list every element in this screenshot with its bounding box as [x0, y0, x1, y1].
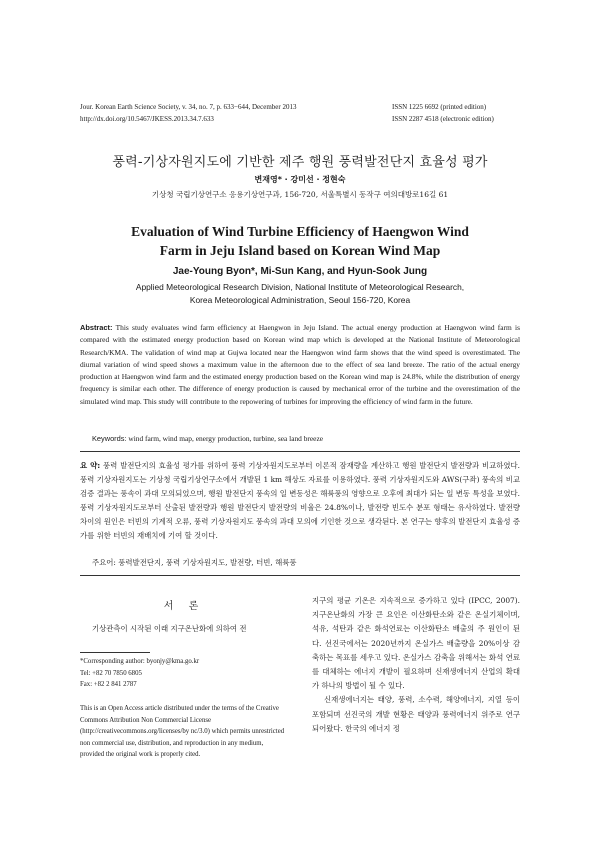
english-title-line: Farm in Jeju Island based on Korean Wind Map: [159, 243, 441, 258]
right-column: [312, 594, 520, 736]
footnote: [80, 656, 290, 691]
body-paragraph: 신재생에너지는 태양, 풍력, 소수력, 해양에너지, 지열 등이 포함되며 선진국의 개발 현황은 태양과 풍력에너지 위주로 연구되어왔다. 한국의 에너지 정: [312, 695, 520, 733]
body-paragraph: 기상관측이 시작된 이래 지구온난화에 의하여 전: [92, 624, 247, 633]
corresponding-author: *Corresponding author: byonjy@kma.go.kr: [80, 658, 200, 665]
doi-link[interactable]: http://dx.doi.org/10.5467/JKESS.2013.34.7.633: [80, 115, 214, 123]
english-title: [0, 222, 600, 260]
korean-keywords-text: 풍력발전단지, 풍력 기상자원지도, 발전량, 터빈, 해륙풍: [118, 558, 297, 567]
fax: Fax: +82 2 841 2787: [80, 681, 137, 689]
divider: [80, 575, 520, 576]
affiliation-line: Applied Meteorological Research Division, National Institute of Meteorological Research,: [135, 282, 465, 292]
korean-keywords: [92, 557, 297, 568]
abstract-text: This study evaluates wind farm efficiency at Haengwon in Jeju Island. The actual energy production at Haengwon wind farm is compared with the estimated energy production based on Korean wind map which is developed at the National Institute of Meteorological Research/KMA. The validation of wind map at Gujwa located near the Haengwon wind farm shows that the wind speed is overestimated. The diurnal variation of wind speed shows a maximum value in the afternoon due to the effect of sea land breeze. The ratio of the actual energy production at Haengwon wind farm and the estimated energy production based on the Korean wind map is 24.8%, while the distribution of energy frequency is similar each other. The difference of energy production is caused by mechanical error of the turbine and the overestimation of the simulated wind map. This study will contribute to the repowering of turbines for improving the efficiency of wind farm in the future.: [80, 323, 520, 406]
journal-citation: [80, 101, 297, 125]
body-paragraph: 지구의 평균 기온은 지속적으로 증가하고 있다 (IPCC, 2007). 지구온난화의 가장 큰 요인은 이산화탄소와 같은 온실기체이며, 석유, 석탄과 같은 화석연료는 이산화탄소 배출의 주 원인이 된다. 선진국에서는 2020년까지 온실가스 배출량을 20%이상 감축하는 목표를 세우고 있다. 온실가스 감축을 위해서는 화석 연료를 대체하는 에너지 개발이 필요하며 신재생에너지 산업의 확대가 하나의 방법이 될 수 있다.: [312, 596, 520, 691]
english-affiliation: [0, 281, 600, 307]
issn-electronic: ISSN 2287 4518 (electronic edition): [392, 115, 494, 123]
section-heading: 서 론: [163, 601, 205, 612]
abstract-label: Abstract:: [80, 323, 113, 332]
affiliation-line: Korea Meteorological Administration, Seoul 156-720, Korea: [189, 295, 411, 305]
korean-title: 풍력-기상자원지도에 기반한 제주 행원 풍력발전단지 효율성 평가: [112, 155, 488, 170]
korean-summary: [80, 459, 520, 543]
issn-block: [392, 101, 494, 125]
footnote-rule: [80, 652, 150, 653]
korean-summary-label: 요 약:: [80, 461, 101, 470]
korean-authors: 변재영* · 강미선 · 정현숙: [254, 175, 346, 184]
divider: [80, 451, 520, 452]
korean-affiliation: 기상청 국립기상연구소 응용기상연구과, 156-720, 서울특별시 동작구 여의대방로16길 61: [151, 190, 449, 199]
english-authors: Jae-Young Byon*, Mi-Sun Kang, and Hyun-Sook Jung: [172, 266, 428, 277]
keywords-text: wind farm, wind map, energy production, turbine, sea land breeze: [128, 434, 323, 443]
korean-summary-text: 풍력 발전단지의 효율성 평가를 위하여 풍력 기상자원지도로부터 이론적 잠재량을 계산하고 행원 발전단지 발전량과 비교하였다. 풍력 기상자원지도는 기상청 국립기상연구소에서 개발된 1 km 해상도 자료를 이용하였다. 풍력 기상자원지도와 AWS(구좌) 풍속의 비교 검증 결과는 풍속이 과대 모의되었으며, 행원 발전단지 풍속의 일 변동성은 해륙풍의 영향으로 오후에 최대가 되는 일 변동 특성을 보였다. 풍력 기상자원지도로부터 산출된 발전량과 행원 발전단지 발전량의 비율은 24.8%이나, 발전량 빈도수 분포 형태는 유사하였다. 발전량 차이의 원인은 터빈의 기계적 오류, 풍력 기상자원지도 풍속의 과대 모의에 기인한 것으로 생각된다. 본 연구는 향후의 발전단지 효율성 증가를 위한 터빈의 재배치에 기여 할 것이다.: [80, 461, 521, 540]
korean-keywords-label: 주요어:: [92, 558, 116, 567]
abstract: [80, 322, 520, 408]
keywords-label: Keywords:: [92, 434, 127, 443]
phone: Tel: +82 70 7850 6805: [80, 669, 142, 677]
open-access-notice: This is an Open Access article distributed under the terms of the Creative Commons Attribution Non Commercial License (http://creativecommons.org/licenses/by nc/3.0) which permits unrestricted non commercial use, distribution, and reproduction in any medium, provided the original work is properly cited.: [80, 705, 285, 758]
english-title-line: Evaluation of Wind Turbine Efficiency of Haengwon Wind: [131, 224, 469, 239]
keywords: [92, 434, 323, 443]
journal-line: Jour. Korean Earth Science Society, v. 34, no. 7, p. 633−644, December 2013: [80, 103, 297, 111]
issn-print: ISSN 1225 6692 (printed edition): [392, 103, 487, 111]
